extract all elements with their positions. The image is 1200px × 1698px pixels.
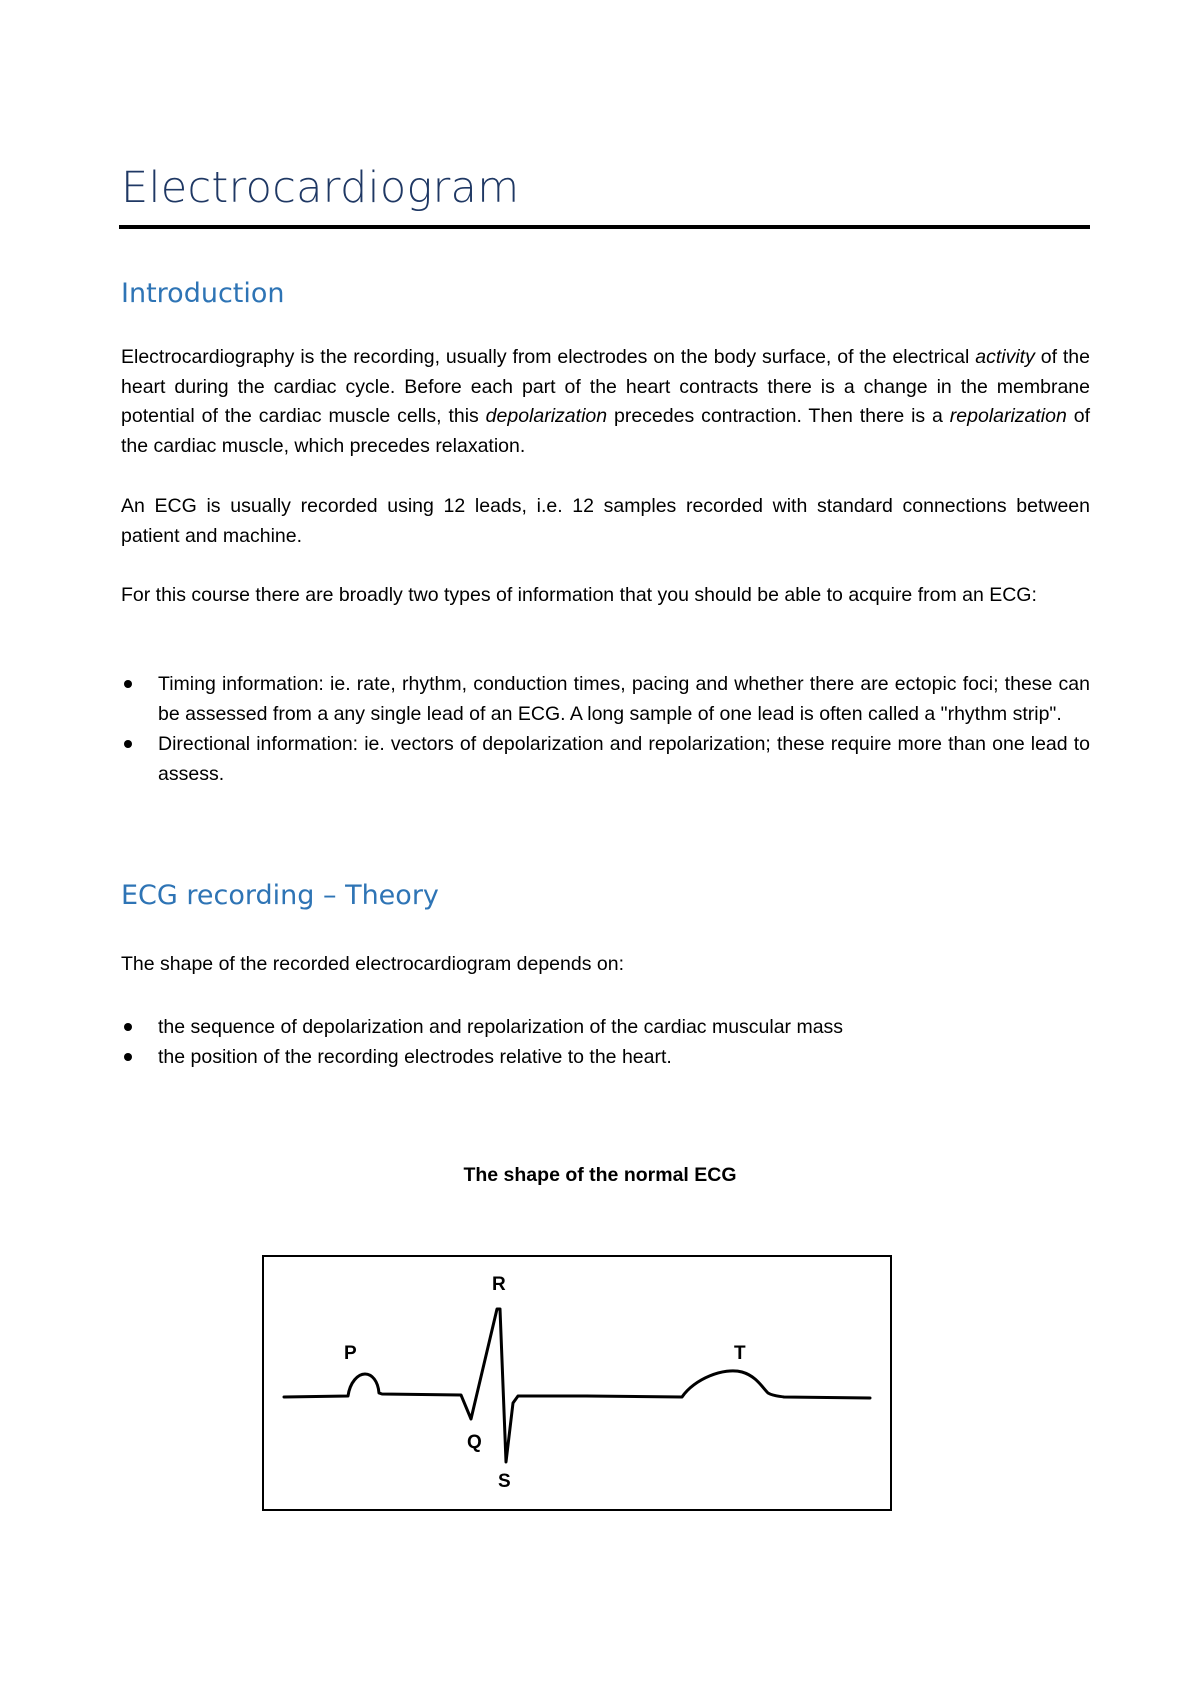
intro-paragraph-3: For this course there are broadly two types of information that you should be able to acquire from an ECG:	[121, 584, 1037, 606]
q-wave-label: Q	[467, 1432, 482, 1453]
bullet-text: the position of the recording electrodes relative to the heart.	[158, 1046, 672, 1068]
intro-p1-emphasis-repolarization: repolarization	[949, 405, 1067, 427]
ecg-figure	[262, 1255, 892, 1511]
list-item	[121, 729, 1090, 789]
title-underline	[119, 225, 1090, 229]
bullet-icon	[124, 1023, 132, 1031]
theory-heading: ECG recording – Theory	[121, 880, 439, 911]
intro-bullet-list	[121, 669, 1090, 789]
figure-caption: The shape of the normal ECG	[463, 1164, 737, 1186]
r-wave-label: R	[492, 1274, 506, 1295]
bullet-text: Directional information: ie. vectors of depolarization and repolarization; these require more than one lead to assess.	[158, 733, 1090, 785]
intro-paragraph-2: An ECG is usually recorded using 12 leads, i.e. 12 samples recorded with standard connections between patient and machine.	[121, 495, 1090, 547]
bullet-icon	[124, 1053, 132, 1061]
p-wave-label: P	[344, 1343, 357, 1364]
intro-p1-emphasis-activity: activity	[975, 346, 1035, 368]
intro-p1-text-4: of the cardiac muscle, which precedes relaxation.	[121, 405, 1090, 457]
bullet-icon	[124, 740, 132, 748]
s-wave-label: S	[498, 1471, 511, 1492]
theory-intro-paragraph: The shape of the recorded electrocardiogram depends on:	[121, 953, 624, 975]
ecg-trace	[284, 1309, 870, 1462]
ecg-waveform-diagram	[264, 1257, 890, 1509]
intro-p1-text-3: precedes contraction. Then there is a	[607, 405, 950, 427]
t-wave-label: T	[734, 1343, 746, 1364]
list-item	[121, 1042, 1090, 1072]
bullet-text: Timing information: ie. rate, rhythm, conduction times, pacing and whether there are ectopic foci; these can be assessed from a any single lead of an ECG. A long sample of one lead is often called a "rhythm strip".	[158, 673, 1090, 725]
intro-p1-text-1: Electrocardiography is the recording, usually from electrodes on the body surface, of the electrical	[121, 346, 976, 368]
list-item	[121, 1012, 1090, 1042]
introduction-heading: Introduction	[121, 278, 285, 309]
theory-bullet-list	[121, 1012, 1090, 1072]
intro-paragraph-1	[121, 343, 1090, 461]
page-title: Electrocardiogram	[121, 163, 520, 213]
bullet-text: the sequence of depolarization and repolarization of the cardiac muscular mass	[158, 1016, 844, 1038]
intro-p1-text-2: of the heart during the cardiac cycle. Before each part of the heart contracts there is a change in the membrane potential of the cardiac muscle cells, this	[121, 346, 1090, 427]
intro-p1-emphasis-depolarization: depolarization	[485, 405, 608, 427]
list-item	[121, 669, 1090, 729]
bullet-icon	[124, 680, 132, 688]
